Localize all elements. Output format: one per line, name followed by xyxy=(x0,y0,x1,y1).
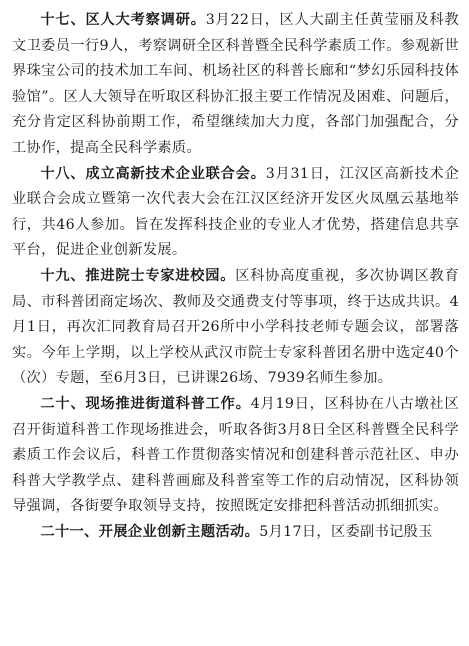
paragraph-18-body: 3月31日，江汉区高新技术企业联合会成立暨第一次代表大会在江汉区经济开发区火凤凰云基地举行，共46人参加。旨在发挥科技企业的专业人才优势，搭建信息共享平台，促进企业创新发展。 xyxy=(12,165,459,259)
paragraph-17-heading: 十七、区人大考察调研。 xyxy=(40,12,206,28)
paragraph-21-body: 5月17日，区委副书记殷玉 xyxy=(259,523,433,540)
paragraph-18-heading: 十八、成立高新技术企业联合会。 xyxy=(40,165,266,182)
paragraph-19-body: 区科协高度重视，多次协调区教育局、市科普团商定场次、教师及交通费支付等事项，终于达成共识。4月1日，再次汇同教育局召开26所中小学科技老师专题会议，部署落实。今年上学期，以上学校从武汉市院士专家科普团名册中选定40个（次）专题，至6月3日，已讲课26场、7939名师生参加。 xyxy=(12,267,459,387)
paragraph-20 xyxy=(12,392,459,520)
paragraph-17 xyxy=(12,8,459,162)
paragraph-18 xyxy=(12,162,459,264)
paragraph-20-body: 4月19日，区科协在八古墩社区召开街道科普工作现场推进会，听取各街3月8日全区科普暨全民科学素质工作会议后，科普工作贯彻落实情况和创建科普示范社区、申办科普大学教学点、建科普画廊及科普室等工作的启动情况，区科协领导强调，各街要争取领导支持，按照既定安排把科普活动抓细抓实。 xyxy=(12,395,459,515)
paragraph-20-heading: 二十、现场推进街道科普工作。 xyxy=(40,395,251,412)
paragraph-19-heading: 十九、推进院士专家进校园。 xyxy=(40,267,236,284)
paragraph-21-heading: 二十一、开展企业创新主题活动。 xyxy=(40,523,260,540)
paragraph-17-body: 3月22日，区人大副主任黄莹丽及科教文卫委员一行9人，考察调研全区科普暨全民科学素质工作。参观新世界珠宝公司的技术加工车间、机场社区的科普长廊和“梦幻乐园科技体验馆”。区人大领导在听取区科协汇报主要工作情况及困难、问题后，充分肯定区科协前期工作，希望继续加大力度，各部门加强配合，分工协作，提高全民科学素质。 xyxy=(12,12,459,156)
paragraph-19 xyxy=(12,264,459,392)
paragraph-21 xyxy=(12,520,459,546)
